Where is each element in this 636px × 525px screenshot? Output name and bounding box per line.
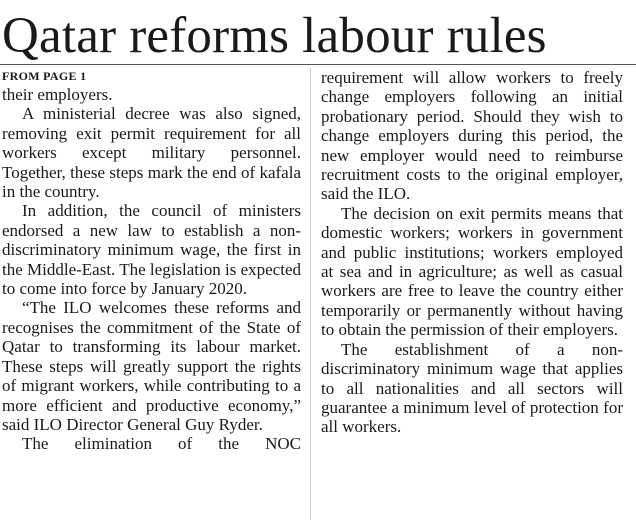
article-paragraph: “The ILO welcomes these reforms and recognises the commitment of the State of Qatar to transforming its labour market. These steps will greatly support the rights of migrant workers, while contributing to a more efficient and productive economy,” said ILO Director General Guy Ryder. [2,298,301,434]
article-paragraph: their employers. [2,85,113,104]
article-paragraph: A ministerial decree was also signed, removing exit permit requirement for all workers except military personnel. Together, these steps mark the end of kafala in the country. [2,104,301,202]
headline-rule [0,64,636,65]
article-headline: Qatar reforms labour rules [2,8,547,64]
article-paragraph: In addition, the council of ministers endorsed a new law to establish a non-discriminatory minimum wage, the first in the Middle-East. The legislation is expected to come into force by January 2020. [2,201,301,299]
article-paragraph: The decision on exit permits means that domestic workers; workers in government and public institutions; workers employed at sea and in agriculture; as well as casual workers are free to leave the country either temporarily or permanently without having to obtain the permission of their employers. [321,203,623,340]
article-right-column [321,68,623,437]
continued-from-kicker: FROM PAGE 1 [2,69,87,83]
column-divider [310,68,311,520]
article-left-column [2,68,301,454]
article-paragraph: requirement will allow workers to freely change employers following an initial probationary period. Should they wish to change employers during this period, the new employer would need to reimburse recruitment costs to the original employer, said the ILO. [321,68,623,204]
article-paragraph: The establishment of a non-discriminatory minimum wage that applies to all nationalities and all sectors will guarantee a minimum level of protection for all workers. [321,339,623,437]
article-paragraph: The elimination of the NOC [22,434,301,454]
